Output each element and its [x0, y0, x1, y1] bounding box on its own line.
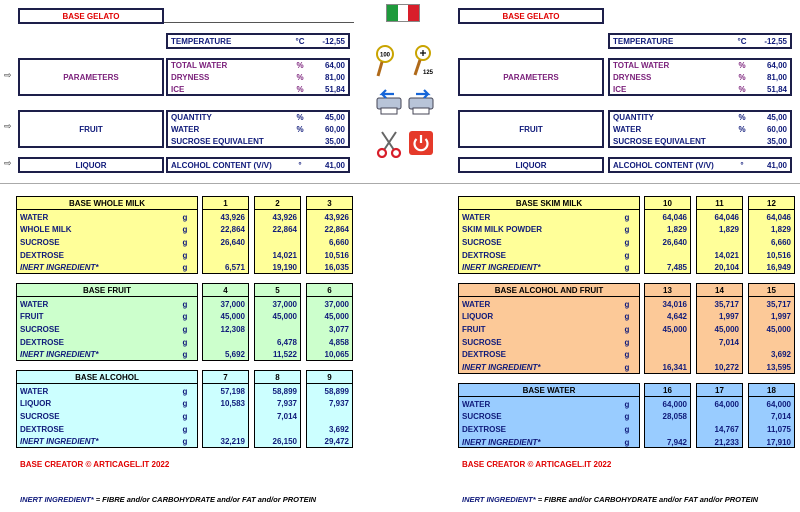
- param-unit: %: [738, 85, 746, 94]
- ingredient-label: SUCROSE: [462, 237, 502, 247]
- recipe-value[interactable]: 3,692: [770, 350, 791, 360]
- recipe-number: 14: [697, 284, 742, 297]
- recipe-value[interactable]: 37,000: [220, 299, 245, 309]
- recipe-column: [696, 283, 743, 374]
- param-value[interactable]: 81,00: [324, 73, 345, 82]
- recipe-value[interactable]: 7,014: [718, 337, 739, 347]
- param-label: TOTAL WATER: [613, 61, 670, 70]
- recipe-value[interactable]: [203, 410, 248, 423]
- recipe-value[interactable]: 16,341: [662, 362, 687, 372]
- recipe-column: [748, 196, 795, 274]
- temperature-row: [166, 33, 350, 49]
- copyright-right: BASE CREATOR © ARTICAGEL.IT 2022: [462, 460, 612, 469]
- recipe-column: [696, 383, 743, 448]
- ingredient-label: DEXTROSE: [462, 424, 507, 434]
- inert-note-term: INERT INGREDIENT*: [462, 495, 536, 504]
- recipe-value[interactable]: 1,829: [718, 225, 739, 235]
- ingredient-label: SUCROSE: [20, 411, 60, 421]
- recipe-number: 16: [645, 384, 690, 397]
- recipe-value[interactable]: [749, 336, 794, 349]
- unit-label: g: [182, 250, 188, 260]
- print-right-icon: [406, 88, 436, 116]
- recipe-value[interactable]: 7,937: [328, 399, 349, 409]
- recipe-value[interactable]: 45,000: [714, 324, 739, 334]
- ingredient-label: SUCROSE: [20, 324, 60, 334]
- recipe-number: 10: [645, 197, 690, 210]
- recipe-column: [748, 283, 795, 374]
- unit-label: g: [624, 324, 630, 334]
- recipe-value[interactable]: 7,942: [666, 437, 687, 447]
- unit-label: g: [624, 350, 630, 360]
- recipe-value[interactable]: 4,642: [666, 312, 687, 322]
- unit-label: g: [182, 299, 188, 309]
- recipe-value[interactable]: 7,014: [276, 411, 297, 421]
- recipe-number: 6: [307, 284, 352, 297]
- unit-label: g: [182, 225, 188, 235]
- ingredient-label: WATER: [20, 212, 49, 222]
- alcohol-content-label: ALCOHOL CONTENT (V/V): [613, 160, 714, 170]
- liquor-row: [608, 157, 792, 173]
- param-unit: %: [296, 73, 304, 82]
- recipe-value[interactable]: [307, 410, 352, 423]
- unit-label: g: [624, 250, 630, 260]
- unit-label: g: [624, 312, 630, 322]
- recipe-value[interactable]: 64,046: [714, 212, 739, 222]
- recipe-number: 12: [749, 197, 794, 210]
- recipe-value[interactable]: 11,522: [272, 350, 297, 360]
- table-title: BASE FRUIT: [17, 284, 197, 297]
- recipe-column: [202, 196, 249, 274]
- recipe-value[interactable]: [645, 249, 690, 262]
- recipe-value[interactable]: 14,767: [714, 424, 739, 434]
- recipe-number: 13: [645, 284, 690, 297]
- magnifier-100-icon: [374, 44, 396, 78]
- recipe-number: 9: [307, 371, 352, 384]
- table-label-block: [458, 383, 640, 448]
- unit-label: g: [624, 337, 630, 347]
- liquor-label: LIQUOR: [458, 157, 604, 173]
- unit-label: g: [624, 225, 630, 235]
- ingredient-label: INERT INGREDIENT*: [20, 350, 99, 360]
- ingredient-label: WATER: [462, 212, 491, 222]
- recipe-value[interactable]: [645, 423, 690, 436]
- alcohol-content-value[interactable]: 41,00: [766, 160, 787, 170]
- param-label: ICE: [613, 85, 627, 94]
- table-label-block: [16, 196, 198, 274]
- recipe-value[interactable]: [697, 348, 742, 361]
- recipe-value[interactable]: 19,190: [272, 263, 297, 273]
- ingredient-label: FRUIT: [20, 312, 44, 322]
- fruit-table: [166, 110, 350, 148]
- unit-label: g: [182, 312, 188, 322]
- divider: [164, 22, 354, 23]
- recipe-value[interactable]: 1,997: [770, 312, 791, 322]
- recipe-column: [202, 283, 249, 361]
- unit-label: g: [624, 424, 630, 434]
- ingredient-label: DEXTROSE: [462, 250, 507, 260]
- recipe-value[interactable]: 58,899: [272, 386, 297, 396]
- recipe-number: 15: [749, 284, 794, 297]
- recipe-value[interactable]: 7,014: [770, 412, 791, 422]
- ingredient-label: INERT INGREDIENT*: [462, 362, 541, 372]
- param-value[interactable]: 81,00: [766, 73, 787, 82]
- fruit-row-unit: %: [738, 113, 746, 122]
- recipe-column: [696, 196, 743, 274]
- fruit-row-value[interactable]: 45,00: [766, 113, 787, 122]
- recipe-value[interactable]: 10,583: [220, 399, 245, 409]
- unit-label: g: [182, 437, 188, 447]
- param-value[interactable]: 64,00: [766, 61, 787, 70]
- recipe-value[interactable]: 43,926: [220, 212, 245, 222]
- recipe-value[interactable]: 45,000: [766, 324, 791, 334]
- recipe-value[interactable]: [203, 423, 248, 436]
- recipe-value[interactable]: 16,035: [324, 263, 349, 273]
- recipe-value[interactable]: 26,640: [220, 237, 245, 247]
- ingredient-label: WATER: [20, 299, 49, 309]
- recipe-value[interactable]: [645, 348, 690, 361]
- recipe-value[interactable]: 45,000: [272, 312, 297, 322]
- table-title: BASE ALCOHOL: [17, 371, 197, 384]
- ingredient-label: LIQUOR: [462, 312, 494, 322]
- recipe-column: [202, 370, 249, 448]
- power-button[interactable]: [408, 130, 434, 156]
- param-unit: %: [738, 61, 746, 70]
- arrow-right-icon[interactable]: ⇨: [4, 121, 12, 131]
- recipe-number: 4: [203, 284, 248, 297]
- recipe-column: [306, 370, 353, 448]
- param-value[interactable]: 64,00: [324, 61, 345, 70]
- fruit-row-label: WATER: [613, 125, 642, 134]
- param-value[interactable]: 51,84: [766, 85, 787, 94]
- recipe-column: [748, 383, 795, 448]
- recipe-value[interactable]: 14,021: [272, 250, 297, 260]
- temperature-unit: °C: [737, 36, 747, 46]
- zoom-125-label: 125: [422, 70, 434, 76]
- section-divider: [0, 183, 800, 184]
- recipe-value[interactable]: 11,075: [766, 424, 791, 434]
- ingredient-label: LIQUOR: [20, 399, 52, 409]
- unit-label: g: [624, 212, 630, 222]
- recipe-value[interactable]: 35,717: [766, 299, 791, 309]
- recipe-value[interactable]: 3,692: [328, 424, 349, 434]
- recipe-value[interactable]: 10,065: [324, 350, 349, 360]
- unit-label: g: [182, 424, 188, 434]
- parameters-label: PARAMETERS: [458, 58, 604, 96]
- ingredient-label: WHOLE MILK: [20, 225, 72, 235]
- scissors-icon: [376, 130, 402, 158]
- ingredient-label: FRUIT: [462, 324, 486, 334]
- temperature-row: [608, 33, 792, 49]
- recipe-value[interactable]: 3,077: [328, 324, 349, 334]
- liquor-row: [166, 157, 350, 173]
- recipe-value[interactable]: [697, 411, 742, 424]
- parameters-table: [608, 58, 792, 96]
- table-title: BASE ALCOHOL AND FRUIT: [459, 284, 639, 297]
- param-unit: %: [296, 61, 304, 70]
- fruit-row-value[interactable]: 35,00: [324, 137, 345, 146]
- recipe-value[interactable]: 37,000: [324, 299, 349, 309]
- unit-label: g: [182, 399, 188, 409]
- recipe-number: 18: [749, 384, 794, 397]
- recipe-value[interactable]: 28,058: [662, 412, 687, 422]
- param-label: TOTAL WATER: [171, 61, 228, 70]
- recipe-value[interactable]: 10,516: [766, 250, 791, 260]
- fruit-row-label: WATER: [171, 125, 200, 134]
- fruit-row-value[interactable]: 60,00: [324, 125, 345, 134]
- param-label: DRYNESS: [613, 73, 652, 82]
- recipe-value[interactable]: 37,000: [272, 299, 297, 309]
- fruit-row-value[interactable]: 60,00: [766, 125, 787, 134]
- recipe-value[interactable]: [255, 323, 300, 336]
- recipe-column: [254, 283, 301, 361]
- zoom-100-label: 100: [379, 52, 391, 59]
- recipe-value[interactable]: [255, 423, 300, 436]
- unit-label: g: [624, 263, 630, 273]
- ingredient-label: SUCROSE: [462, 412, 502, 422]
- base-gelato-title: BASE GELATO: [458, 8, 604, 24]
- recipe-value[interactable]: 17,910: [766, 437, 791, 447]
- ingredient-label: INERT INGREDIENT*: [20, 263, 99, 273]
- recipe-value[interactable]: 22,864: [272, 225, 297, 235]
- recipe-value[interactable]: 43,926: [272, 212, 297, 222]
- print-right-button[interactable]: [406, 88, 436, 116]
- inert-note-left: [20, 495, 316, 504]
- recipe-number: 17: [697, 384, 742, 397]
- recipe-value[interactable]: 7,485: [666, 263, 687, 273]
- recipe-number: 3: [307, 197, 352, 210]
- recipe-value[interactable]: 32,219: [220, 437, 245, 447]
- recipe-value[interactable]: 45,000: [662, 324, 687, 334]
- copyright-left: BASE CREATOR © ARTICAGEL.IT 2022: [20, 460, 170, 469]
- recipe-value[interactable]: 6,660: [770, 237, 791, 247]
- magnifier-125-icon: [410, 44, 436, 78]
- recipe-value[interactable]: 14,021: [714, 250, 739, 260]
- recipe-value[interactable]: 6,571: [224, 263, 245, 273]
- table-label-block: [16, 283, 198, 361]
- recipe-column: [254, 370, 301, 448]
- base-gelato-title: BASE GELATO: [18, 8, 164, 24]
- table-label-block: [458, 283, 640, 374]
- recipe-value[interactable]: 45,000: [220, 312, 245, 322]
- recipe-value[interactable]: 20,104: [714, 263, 739, 273]
- zoom-100-button[interactable]: [374, 44, 396, 78]
- recipe-value[interactable]: [255, 236, 300, 249]
- fruit-row-label: QUANTITY: [613, 113, 654, 122]
- recipe-value[interactable]: 64,000: [766, 399, 791, 409]
- recipe-value[interactable]: [203, 336, 248, 349]
- param-unit: %: [738, 73, 746, 82]
- recipe-value[interactable]: 5,692: [224, 350, 245, 360]
- recipe-value[interactable]: 12,308: [220, 324, 245, 334]
- alcohol-content-unit: °: [740, 160, 744, 170]
- power-icon: [408, 130, 434, 156]
- recipe-value[interactable]: [645, 336, 690, 349]
- param-label: ICE: [171, 85, 185, 94]
- recipe-value[interactable]: 22,864: [220, 225, 245, 235]
- temperature-label: TEMPERATURE: [171, 36, 232, 46]
- unit-label: g: [182, 411, 188, 421]
- unit-label: g: [624, 299, 630, 309]
- param-label: DRYNESS: [171, 73, 210, 82]
- recipe-value[interactable]: 64,046: [766, 212, 791, 222]
- fruit-label: FRUIT: [458, 110, 604, 148]
- ingredient-label: INERT INGREDIENT*: [462, 263, 541, 273]
- recipe-value[interactable]: 35,717: [714, 299, 739, 309]
- unit-label: g: [182, 350, 188, 360]
- ingredient-label: WATER: [462, 299, 491, 309]
- recipe-value[interactable]: 13,595: [766, 362, 791, 372]
- recipe-value[interactable]: 57,198: [220, 386, 245, 396]
- recipe-value[interactable]: 43,926: [324, 212, 349, 222]
- recipe-value[interactable]: 22,864: [324, 225, 349, 235]
- unit-label: g: [182, 386, 188, 396]
- recipe-value[interactable]: 1,997: [718, 312, 739, 322]
- ingredient-label: INERT INGREDIENT*: [20, 437, 99, 447]
- arrow-right-icon[interactable]: ⇨: [4, 158, 12, 168]
- recipe-column: [306, 196, 353, 274]
- arrow-right-icon[interactable]: ⇨: [4, 70, 12, 80]
- fruit-row-label: SUCROSE EQUIVALENT: [613, 137, 706, 146]
- inert-note-term: INERT INGREDIENT*: [20, 495, 94, 504]
- fruit-row-unit: %: [296, 113, 304, 122]
- recipe-value[interactable]: 64,046: [662, 212, 687, 222]
- inert-note-definition: = FIBRE and/or CARBOHYDRATE and/or FAT and/or PROTEIN: [93, 495, 317, 504]
- unit-label: g: [624, 362, 630, 372]
- recipe-value[interactable]: 1,829: [770, 225, 791, 235]
- liquor-label: LIQUOR: [18, 157, 164, 173]
- parameters-table: [166, 58, 350, 96]
- inert-note-definition: = FIBRE and/or CARBOHYDRATE and/or FAT and/or PROTEIN: [535, 495, 759, 504]
- unit-label: g: [182, 337, 188, 347]
- recipe-number: 11: [697, 197, 742, 210]
- ingredient-label: DEXTROSE: [462, 350, 507, 360]
- table-label-block: [458, 196, 640, 274]
- temperature-label: TEMPERATURE: [613, 36, 674, 46]
- recipe-value[interactable]: 10,272: [714, 362, 739, 372]
- recipe-column: [644, 383, 691, 448]
- unit-label: g: [624, 399, 630, 409]
- recipe-value[interactable]: 64,000: [662, 399, 687, 409]
- ingredient-label: DEXTROSE: [20, 424, 65, 434]
- table-title: BASE SKIM MILK: [459, 197, 639, 210]
- recipe-value[interactable]: [203, 249, 248, 262]
- fruit-row-value[interactable]: 35,00: [766, 137, 787, 146]
- cut-button[interactable]: [376, 130, 402, 158]
- parameters-label: PARAMETERS: [18, 58, 164, 96]
- table-title: BASE WHOLE MILK: [17, 197, 197, 210]
- fruit-row-label: QUANTITY: [171, 113, 212, 122]
- recipe-value[interactable]: 26,150: [272, 437, 297, 447]
- recipe-value[interactable]: [697, 236, 742, 249]
- recipe-number: 1: [203, 197, 248, 210]
- fruit-row-label: SUCROSE EQUIVALENT: [171, 137, 264, 146]
- recipe-value[interactable]: 6,660: [328, 237, 349, 247]
- recipe-value[interactable]: 29,472: [324, 437, 349, 447]
- ingredient-label: WATER: [20, 386, 49, 396]
- recipe-number: 2: [255, 197, 300, 210]
- ingredient-label: INERT INGREDIENT*: [462, 437, 541, 447]
- temperature-value[interactable]: -12,55: [322, 36, 345, 46]
- unit-label: g: [182, 263, 188, 273]
- table-title: BASE WATER: [459, 384, 639, 397]
- recipe-number: 8: [255, 371, 300, 384]
- ingredient-label: DEXTROSE: [20, 337, 65, 347]
- param-value[interactable]: 51,84: [324, 85, 345, 94]
- recipe-value[interactable]: 7,937: [276, 399, 297, 409]
- ingredient-label: SKIM MILK POWDER: [462, 225, 542, 235]
- recipe-column: [306, 283, 353, 361]
- recipe-value[interactable]: 6,478: [276, 337, 297, 347]
- recipe-value[interactable]: 64,000: [714, 399, 739, 409]
- table-label-block: [16, 370, 198, 448]
- print-left-icon: [374, 88, 404, 116]
- ingredient-label: WATER: [462, 399, 491, 409]
- recipe-value[interactable]: 16,949: [766, 263, 791, 273]
- recipe-value[interactable]: 21,233: [714, 437, 739, 447]
- recipe-number: 7: [203, 371, 248, 384]
- temperature-value[interactable]: -12,55: [764, 36, 787, 46]
- param-unit: %: [296, 85, 304, 94]
- print-left-button[interactable]: [374, 88, 404, 116]
- recipe-value[interactable]: 26,640: [662, 237, 687, 247]
- recipe-column: [644, 283, 691, 374]
- zoom-125-button[interactable]: [410, 44, 436, 78]
- italy-flag-icon: [386, 4, 420, 22]
- unit-label: g: [182, 212, 188, 222]
- unit-label: g: [182, 324, 188, 334]
- unit-label: g: [624, 412, 630, 422]
- ingredient-label: SUCROSE: [462, 337, 502, 347]
- unit-label: g: [182, 237, 188, 247]
- unit-label: g: [624, 437, 630, 447]
- alcohol-content-label: ALCOHOL CONTENT (V/V): [171, 160, 272, 170]
- fruit-table: [608, 110, 792, 148]
- alcohol-content-unit: °: [298, 160, 302, 170]
- fruit-row-value[interactable]: 45,00: [324, 113, 345, 122]
- fruit-row-unit: %: [738, 125, 746, 134]
- temperature-unit: °C: [295, 36, 305, 46]
- recipe-value[interactable]: 1,829: [666, 225, 687, 235]
- unit-label: g: [624, 237, 630, 247]
- recipe-value[interactable]: 45,000: [324, 312, 349, 322]
- recipe-column: [254, 196, 301, 274]
- fruit-label: FRUIT: [18, 110, 164, 148]
- fruit-row-unit: %: [296, 125, 304, 134]
- recipe-value[interactable]: 34,016: [662, 299, 687, 309]
- recipe-value[interactable]: 4,858: [328, 337, 349, 347]
- inert-note-right: [462, 495, 758, 504]
- recipe-number: 5: [255, 284, 300, 297]
- alcohol-content-value[interactable]: 41,00: [324, 160, 345, 170]
- ingredient-label: DEXTROSE: [20, 250, 65, 260]
- recipe-value[interactable]: 58,899: [324, 386, 349, 396]
- recipe-column: [644, 196, 691, 274]
- ingredient-label: SUCROSE: [20, 237, 60, 247]
- recipe-value[interactable]: 10,516: [324, 250, 349, 260]
